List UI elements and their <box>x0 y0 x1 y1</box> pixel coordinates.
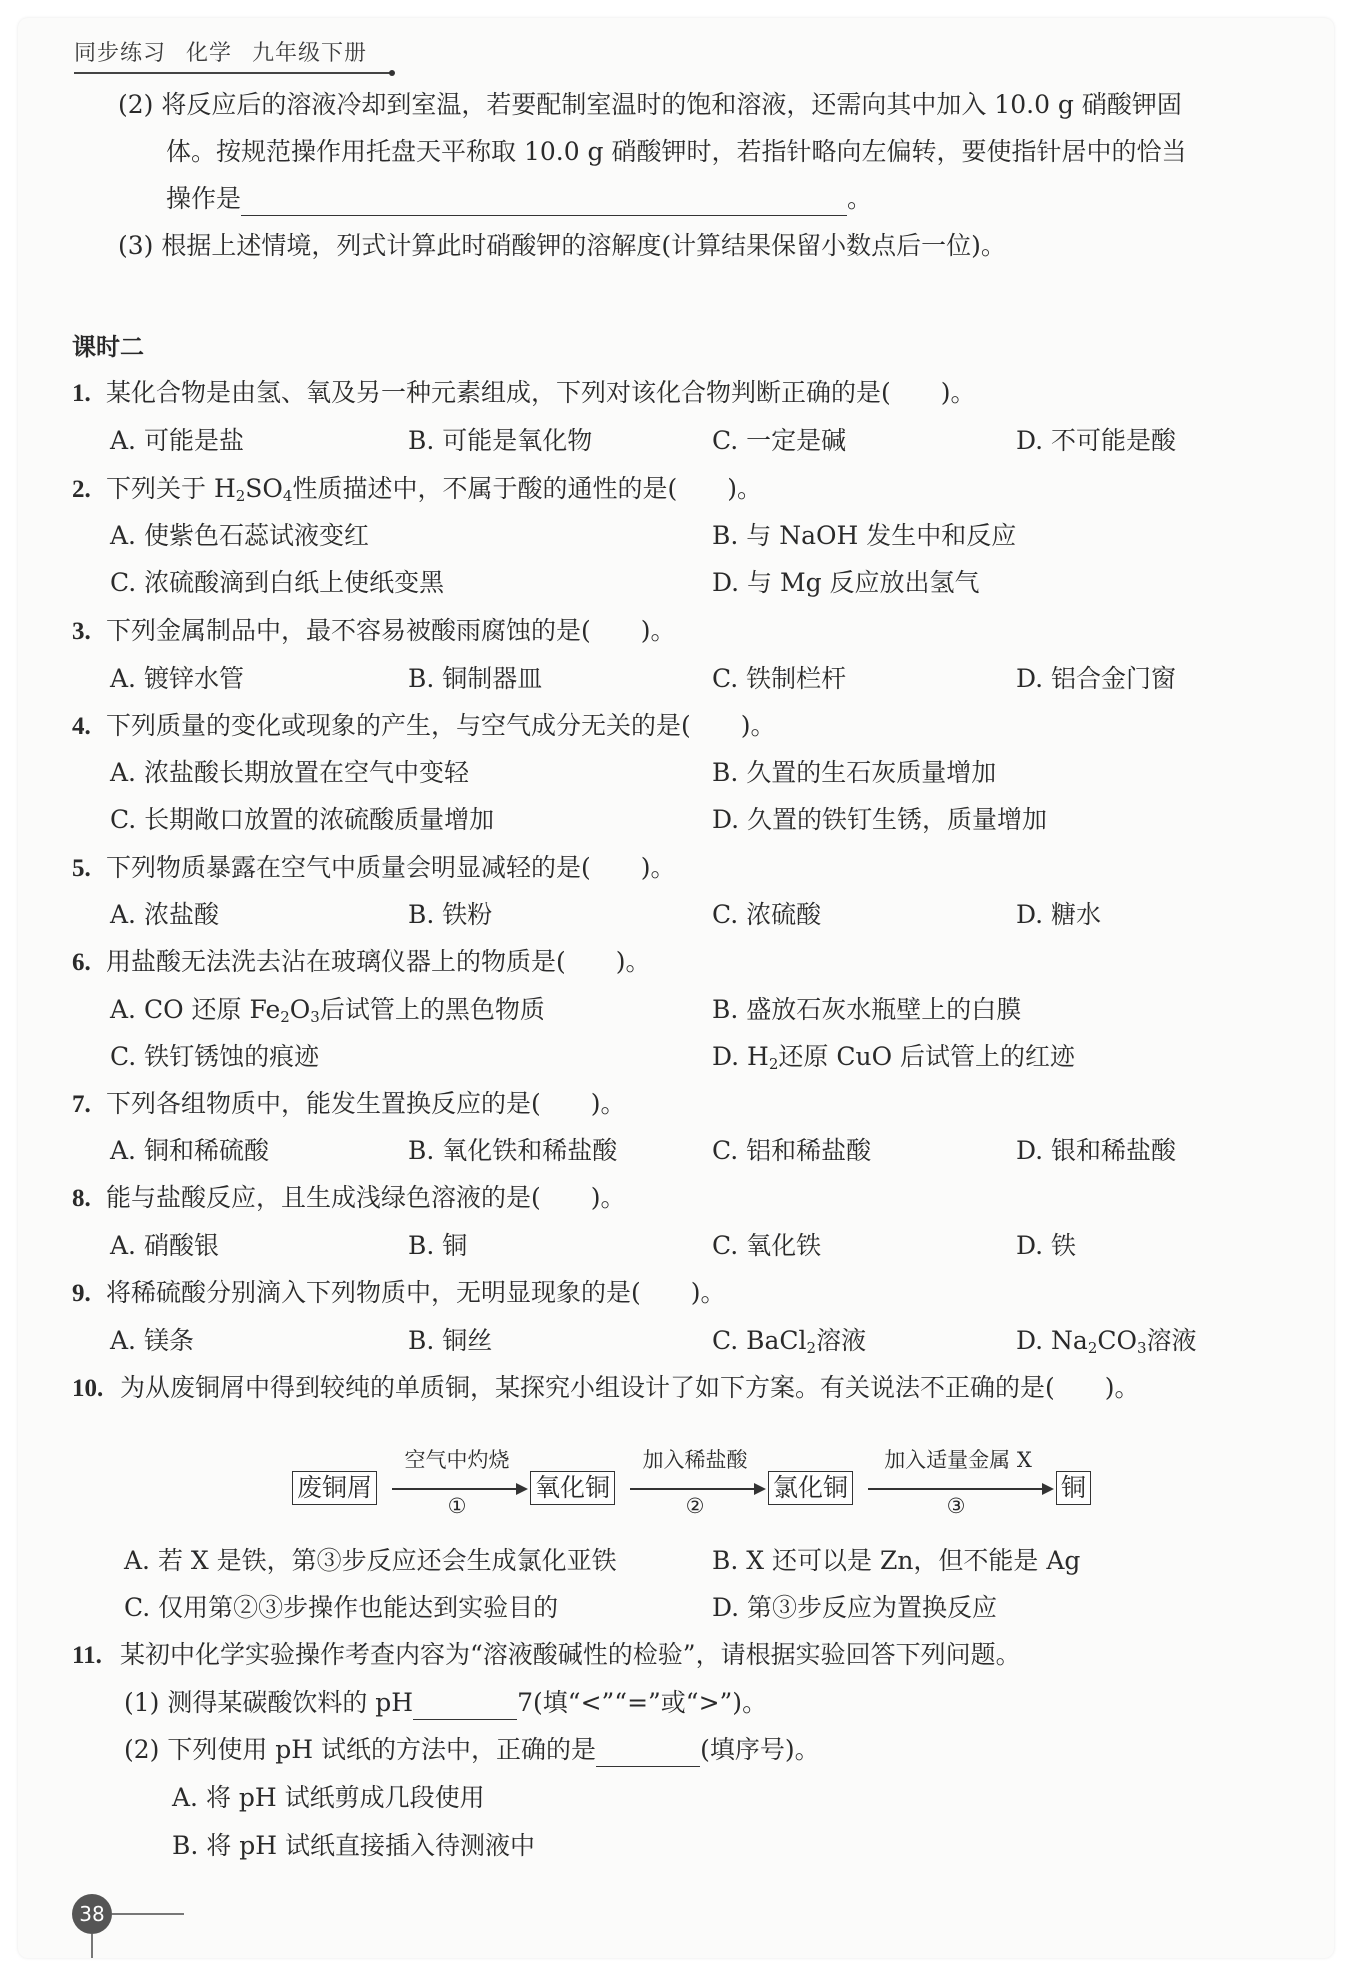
question-number: 3. <box>72 618 91 645</box>
subscript: 4 <box>282 487 293 505</box>
option-c: C. 浓硫酸滴到白纸上使纸变黑 <box>110 568 445 597</box>
arrow-head-icon <box>754 1483 766 1495</box>
option-text: CO <box>1097 1326 1137 1355</box>
question-number: 10. <box>72 1375 104 1402</box>
option-c: C. 一定是碱 <box>712 426 847 455</box>
header-grade: 九年级下册 <box>252 41 368 66</box>
option-b: B. X 还可以是 Zn，但不能是 Ag <box>712 1546 1081 1575</box>
question-stem: 下列质量的变化或现象的产生，与空气成分无关的是( )。 <box>106 711 776 740</box>
subscript: 2 <box>768 1055 779 1073</box>
question-stem: 下列物质暴露在空气中质量会明显减轻的是( )。 <box>106 853 676 882</box>
prev-q2-line3 <box>166 182 872 216</box>
question-3 <box>72 614 676 649</box>
option-d: D. 糖水 <box>1016 900 1102 929</box>
page-number-rule <box>112 1913 184 1915</box>
question-7 <box>72 1087 626 1122</box>
subquestion-text: (2) 下列使用 pH 试纸的方法中，正确的是 <box>124 1735 597 1764</box>
flow-box-copper: 铜 <box>1056 1471 1091 1505</box>
option-d: D. 银和稀盐酸 <box>1016 1136 1177 1165</box>
subscript: 2 <box>1087 1339 1098 1357</box>
option-d <box>712 1040 1075 1074</box>
flow-arrow-2 <box>630 1488 756 1490</box>
subscript: 2 <box>280 1008 290 1026</box>
question-number: 11. <box>72 1642 102 1669</box>
page-number-tick <box>91 1934 93 1958</box>
flow-arrow-1 <box>392 1488 518 1490</box>
question-number: 2. <box>72 476 91 503</box>
subscript: 2 <box>806 1339 817 1357</box>
question-stem: 某化合物是由氢、氧及另一种元素组成，下列对该化合物判断正确的是( )。 <box>106 378 976 407</box>
option-a: A. 镁条 <box>110 1326 194 1355</box>
option-b: B. 铜丝 <box>408 1326 493 1355</box>
option-b: B. 盛放石灰水瓶壁上的白膜 <box>712 995 1022 1024</box>
option-c: C. 氧化铁 <box>712 1231 822 1260</box>
subscript: 2 <box>235 487 246 505</box>
flow-box-copper-chloride: 氯化铜 <box>768 1471 853 1505</box>
option-b: B. 铜制器皿 <box>408 664 543 693</box>
option-text: 溶液 <box>816 1326 867 1355</box>
question-9 <box>72 1276 726 1311</box>
answer-blank[interactable] <box>413 1693 517 1720</box>
page-number: 38 <box>72 1894 112 1934</box>
question-stem: 为从废铜屑中得到较纯的单质铜，某探究小组设计了如下方案。有关说法不正确的是( )。 <box>120 1373 1140 1402</box>
prev-q3: (3) 根据上述情境，列式计算此时硝酸钾的溶解度(计算结果保留小数点后一位)。 <box>118 231 1006 260</box>
option-d: D. 铁 <box>1016 1231 1077 1260</box>
question-stem: 下列金属制品中，最不容易被酸雨腐蚀的是( )。 <box>106 616 676 645</box>
option-d: D. 铝合金门窗 <box>1016 664 1177 693</box>
option-d: D. 与 Mg 反应放出氢气 <box>712 568 980 597</box>
option-c: C. 铝和稀盐酸 <box>712 1136 872 1165</box>
option-text: 溶液 <box>1146 1326 1197 1355</box>
header-dot <box>389 70 395 76</box>
answer-blank[interactable] <box>241 189 847 216</box>
question-2 <box>72 472 762 507</box>
header-book: 同步练习 <box>74 41 167 66</box>
question-stem: 将稀硫酸分别滴入下列物质中，无明显现象的是( )。 <box>106 1278 726 1307</box>
prev-q2-line3-pre: 操作是 <box>166 184 242 213</box>
option-c: C. 浓硫酸 <box>712 900 822 929</box>
option-text: O <box>289 995 311 1024</box>
option-text: C. BaCl <box>712 1326 807 1355</box>
option-text: A. CO 还原 Fe <box>110 995 281 1024</box>
question-number: 8. <box>72 1185 91 1212</box>
option-a: A. 浓盐酸长期放置在空气中变轻 <box>110 758 469 787</box>
option-a: A. 镀锌水管 <box>110 664 244 693</box>
flow-label-2: 加入稀盐酸 <box>642 1448 748 1472</box>
question-1 <box>72 376 976 411</box>
option-b: B. 久置的生石灰质量增加 <box>712 758 997 787</box>
subquestion-2 <box>124 1733 820 1767</box>
question-stem: 下列各组物质中，能发生置换反应的是( )。 <box>106 1089 626 1118</box>
option-c: C. 铁制栏杆 <box>712 664 847 693</box>
option-c: C. 长期敞口放置的浓硫酸质量增加 <box>110 805 495 834</box>
arrow-head-icon <box>516 1483 528 1495</box>
option-b: B. 铁粉 <box>408 900 493 929</box>
option-a: A. 铜和稀硫酸 <box>110 1136 269 1165</box>
flow-step-1: ① <box>447 1494 467 1518</box>
option-a: A. 浓盐酸 <box>110 900 219 929</box>
option-a: A. 使紫色石蕊试液变红 <box>110 521 369 550</box>
option-d: D. 久置的铁钉生锈，质量增加 <box>712 805 1048 834</box>
flow-arrow-3 <box>868 1488 1044 1490</box>
option-b: B. 与 NaOH 发生中和反应 <box>712 521 1017 550</box>
flow-box-scrap-copper: 废铜屑 <box>292 1471 377 1505</box>
option-c <box>712 1324 866 1358</box>
option-text: D. Na <box>1016 1326 1088 1355</box>
subquestion-text: 7(填“<”“=”或“>”)。 <box>517 1688 768 1717</box>
option-c: C. 仅用第②③步操作也能达到实验目的 <box>124 1593 559 1622</box>
option-a <box>110 993 545 1027</box>
question-10 <box>72 1371 1140 1406</box>
question-number: 1. <box>72 380 91 407</box>
question-number: 7. <box>72 1091 91 1118</box>
option-a: A. 将 pH 试纸剪成几段使用 <box>172 1783 485 1812</box>
flow-label-3: 加入适量金属 X <box>884 1448 1032 1472</box>
option-a: A. 可能是盐 <box>110 426 244 455</box>
section-title: 课时二 <box>72 333 144 361</box>
option-b: B. 将 pH 试纸直接插入待测液中 <box>172 1831 535 1860</box>
question-4 <box>72 709 776 744</box>
option-a: A. 硝酸银 <box>110 1231 219 1260</box>
stem-part: 下列关于 H <box>106 474 236 503</box>
subquestion-text: (1) 测得某碳酸饮料的 pH <box>124 1688 414 1717</box>
option-a: A. 若 X 是铁，第③步反应还会生成氯化亚铁 <box>124 1546 617 1575</box>
option-text: D. H <box>712 1042 769 1071</box>
subquestion-1 <box>124 1686 767 1720</box>
question-6 <box>72 945 651 980</box>
prev-q2-line3-post: 。 <box>847 184 873 213</box>
option-text: 还原 CuO 后试管上的红迹 <box>778 1042 1076 1071</box>
question-stem: 某初中化学实验操作考查内容为“溶液酸碱性的检验”，请根据实验回答下列问题。 <box>120 1640 1021 1669</box>
flow-step-3: ③ <box>946 1494 966 1518</box>
option-b: B. 氧化铁和稀盐酸 <box>408 1136 618 1165</box>
question-number: 9. <box>72 1280 91 1307</box>
subquestion-text: (填序号)。 <box>700 1735 820 1764</box>
stem-part: 性质描述中，不属于酸的通性的是( )。 <box>292 474 762 503</box>
answer-blank[interactable] <box>596 1740 700 1767</box>
flow-box-copper-oxide: 氧化铜 <box>530 1471 615 1505</box>
stem-part: SO <box>245 474 283 503</box>
option-d: D. 不可能是酸 <box>1016 426 1177 455</box>
question-number: 6. <box>72 949 91 976</box>
option-d <box>1016 1324 1197 1358</box>
option-d: D. 第③步反应为置换反应 <box>712 1593 998 1622</box>
subscript: 3 <box>1137 1339 1147 1357</box>
question-number: 4. <box>72 713 91 740</box>
question-8 <box>72 1181 626 1216</box>
prev-q2-line2: 体。按规范操作用托盘天平称取 10.0 g 硝酸钾时，若指针略向左偏转，要使指针居中的恰当 <box>166 137 1187 166</box>
option-text: 后试管上的黑色物质 <box>319 995 545 1024</box>
flow-step-2: ② <box>685 1494 705 1518</box>
running-header <box>74 36 387 67</box>
question-5 <box>72 851 676 886</box>
question-11 <box>72 1638 1021 1673</box>
option-b: B. 铜 <box>408 1231 468 1260</box>
question-stem: 用盐酸无法洗去沾在玻璃仪器上的物质是( )。 <box>106 947 651 976</box>
flow-label-1: 空气中灼烧 <box>404 1448 510 1472</box>
prev-q2-line1: (2) 将反应后的溶液冷却到室温，若要配制室温时的饱和溶液，还需向其中加入 10.0 g 硝酸钾固 <box>118 90 1182 119</box>
question-stem: 能与盐酸反应，且生成浅绿色溶液的是( )。 <box>106 1183 626 1212</box>
option-b: B. 可能是氧化物 <box>408 426 593 455</box>
arrow-head-icon <box>1042 1483 1054 1495</box>
header-rule <box>74 72 392 74</box>
option-c: C. 铁钉锈蚀的痕迹 <box>110 1042 320 1071</box>
subscript: 3 <box>310 1008 320 1026</box>
question-number: 5. <box>72 855 91 882</box>
header-subject: 化学 <box>186 41 233 66</box>
